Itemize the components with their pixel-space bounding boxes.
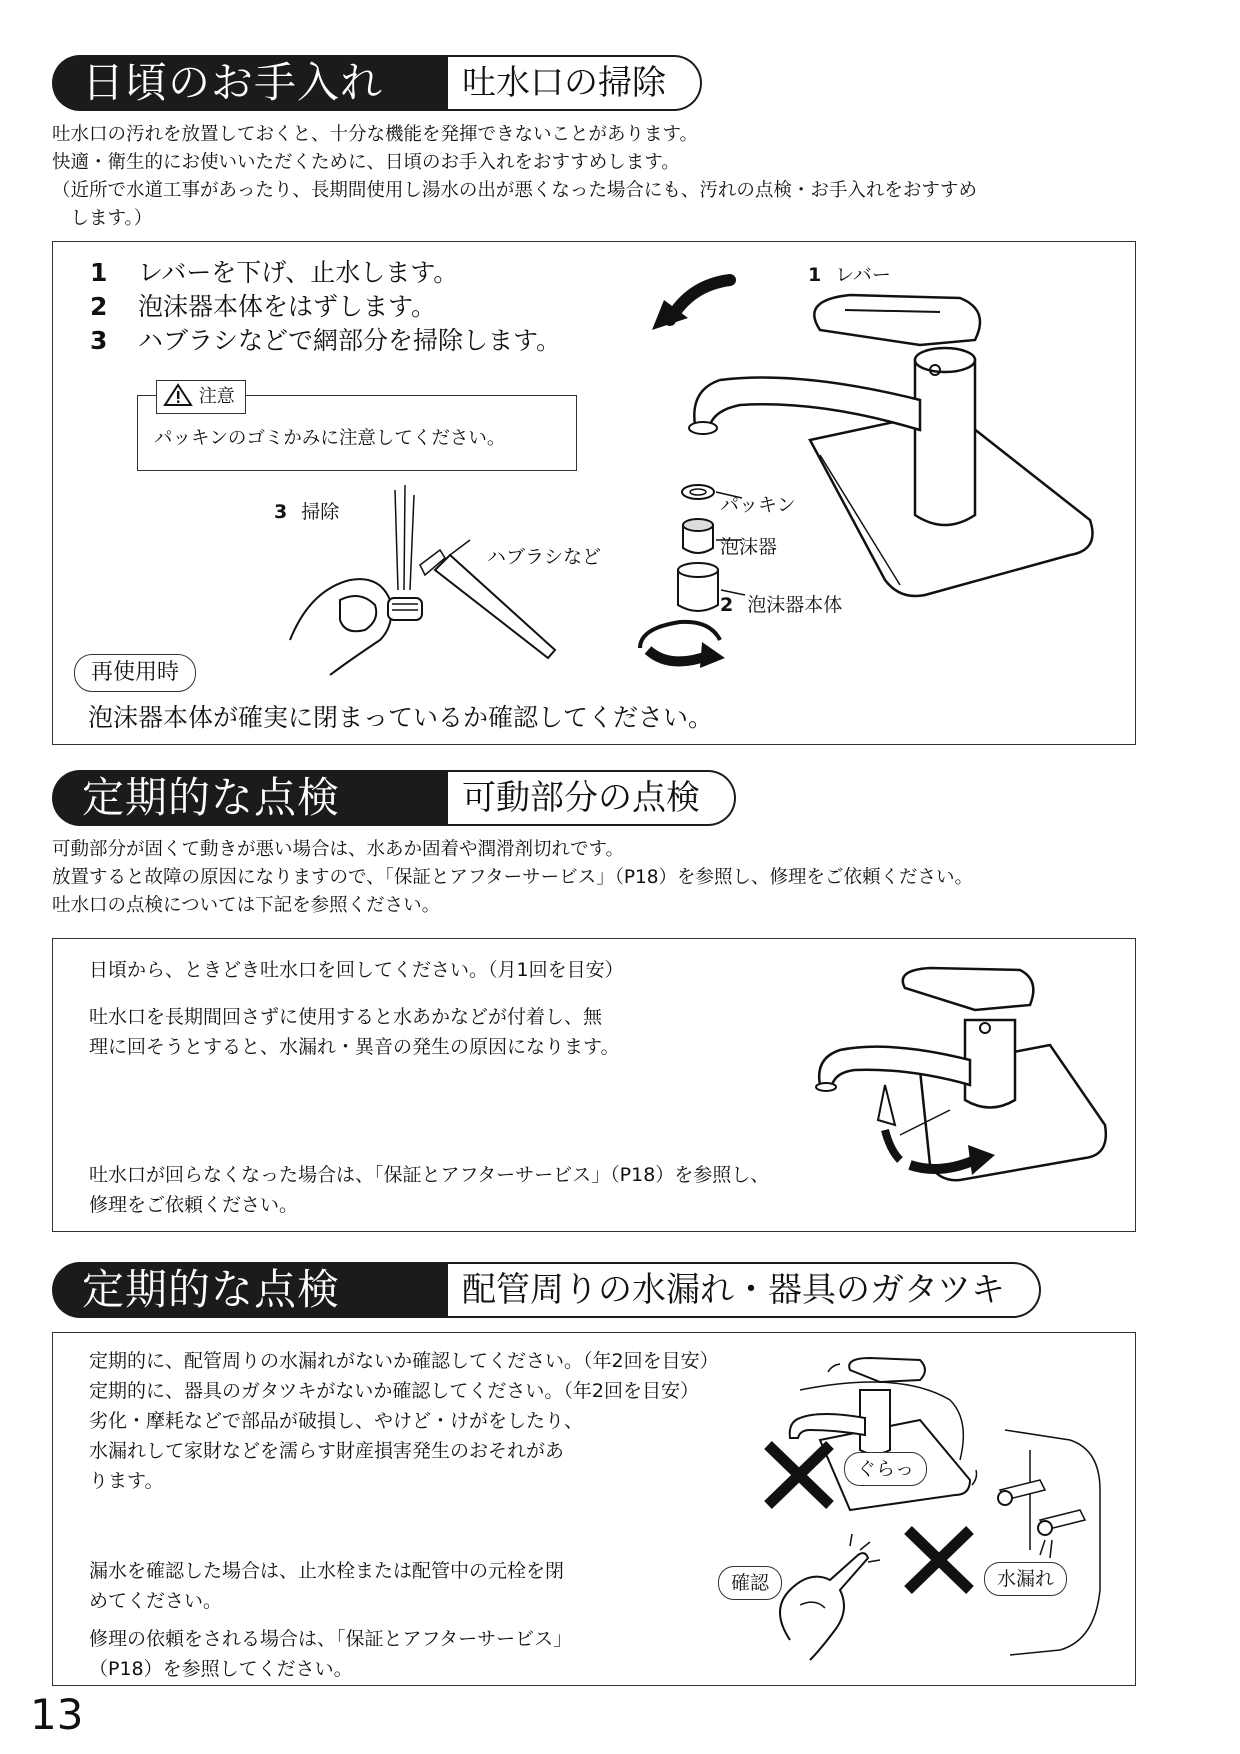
section2-line: 修理をご依頼ください。	[89, 1194, 299, 1216]
intro-line: （近所で水道工事があったり、長期間使用し湯水の出が悪くなった場合にも、汚れの点検・お手入れをおすすめ	[52, 180, 978, 201]
caution-tag	[156, 380, 246, 414]
section2-line: 理に回そうとすると、水漏れ・異音の発生の原因になります。	[89, 1036, 620, 1058]
section1-title: 日頃のお手入れ	[52, 55, 448, 111]
section3-line: （P18）を参照してください。	[89, 1658, 353, 1680]
intro-line: 吐水口の点検については下記を参照ください。	[52, 895, 441, 916]
section3-line: 劣化・摩耗などで部品が破損し、やけど・けがをしたり、	[89, 1410, 584, 1432]
label-clean: 3 掃除	[274, 501, 340, 523]
section1-steps	[90, 256, 561, 358]
caution-label: 注意	[198, 386, 235, 407]
reuse-tag: 再使用時	[74, 654, 196, 692]
label-leak: 水漏れ	[984, 1562, 1067, 1596]
pipe-leak-illustration	[700, 1350, 1120, 1670]
intro-line: 吐水口の汚れを放置しておくと、十分な機能を発揮できないことがあります。	[52, 124, 699, 145]
section3-line: 水漏れして家財などを濡らす財産損害発生のおそれがあ	[89, 1440, 565, 1462]
section2-line: 吐水口を長期間回さずに使用すると水あかなどが付着し、無	[89, 1006, 603, 1028]
section3-title: 定期的な点検	[52, 1262, 448, 1318]
page-number: 13	[30, 1690, 84, 1739]
intro-line: 可動部分が固くて動きが悪い場合は、水あか固着や潤滑剤切れです。	[52, 839, 625, 860]
intro-line: 快適・衛生的にお使いいただくために、日頃のお手入れをおすすめします。	[52, 152, 680, 173]
section2-line: 日頃から、ときどき吐水口を回してください。（月1回を目安）	[89, 959, 624, 981]
section3-line: めてください。	[89, 1590, 223, 1612]
label-aerator: 泡沫器	[720, 536, 778, 558]
warning-icon	[163, 383, 193, 407]
step-item: 2 泡沫器本体をはずします。	[90, 292, 437, 321]
caution-box	[137, 386, 577, 471]
section3-line: 定期的に、配管周りの水漏れがないか確認してください。（年2回を目安）	[89, 1350, 719, 1372]
label-packing: パッキン	[720, 494, 796, 516]
label-brush: ハブラシなど	[487, 546, 602, 568]
section3-line: ります。	[89, 1470, 164, 1492]
label-aerator-body: 2 泡沫器本体	[720, 594, 843, 616]
section2-title: 定期的な点検	[52, 770, 448, 826]
section3-line: 修理の依頼をされる場合は、「保証とアフターサービス」	[89, 1628, 573, 1650]
section3-line: 漏水を確認した場合は、止水栓または配管中の元栓を閉	[89, 1560, 565, 1582]
faucet-rotate-illustration	[800, 960, 1120, 1200]
section2-subtitle: 可動部分の点検	[448, 770, 736, 826]
reuse-text: 泡沫器本体が確実に閉まっているか確認してください。	[88, 703, 714, 732]
step-item: 3 ハブラシなどで網部分を掃除します。	[90, 326, 562, 355]
label-wobble: ぐらっ	[844, 1452, 927, 1486]
faucet-aerator-illustration	[600, 250, 1120, 690]
caution-text: パッキンのゴミかみに注意してください。	[154, 428, 506, 449]
section2-line: 吐水口が回らなくなった場合は、「保証とアフターサービス」（P18）を参照し、	[89, 1164, 770, 1186]
label-lever: 1 レバー	[808, 264, 891, 286]
section2-intro	[52, 836, 973, 920]
section3-line: 定期的に、器具のガタツキがないか確認してください。（年2回を目安）	[89, 1380, 700, 1402]
intro-line: します。）	[52, 208, 153, 229]
label-check: 確認	[718, 1566, 782, 1600]
section1-subtitle: 吐水口の掃除	[448, 55, 702, 111]
step-item: 1 レバーを下げ、止水します。	[90, 258, 459, 287]
section3-subtitle: 配管周りの水漏れ・器具のガタツキ	[448, 1262, 1041, 1318]
section1-intro	[52, 121, 977, 233]
intro-line: 放置すると故障の原因になりますので、「保証とアフターサービス」（P18）を参照し、修理をご依頼ください。	[52, 867, 974, 888]
